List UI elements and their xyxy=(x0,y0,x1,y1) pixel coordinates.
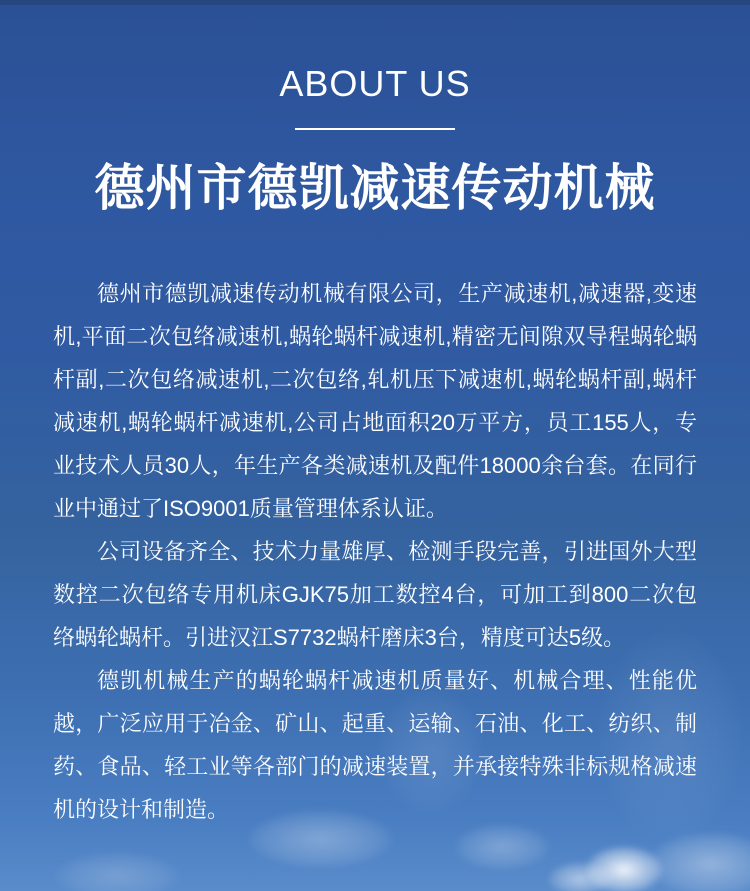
about-content xyxy=(0,272,750,831)
cloud-decoration xyxy=(548,862,612,891)
cloud-decoration xyxy=(585,846,663,891)
section-label: ABOUT US xyxy=(279,63,471,104)
page-header xyxy=(0,0,750,216)
cloud-decoration xyxy=(648,832,750,891)
about-paragraph-2: 公司设备齐全、技术力量雄厚、检测手段完善，引进国外大型数控二次包络专用机床GJK75加工数控4台，可加工到800二次包络蜗轮蜗杆。引进汉江S7732蜗杆磨床3台，精度可达5级。 xyxy=(53,539,697,650)
about-paragraph-3: 德凯机械生产的蜗轮蜗杆减速机质量好、机械合理、性能优越，广泛应用于冶金、矿山、起重、运输、石油、化工、纺织、制药、食品、轻工业等各部门的减速装置，并承接特殊非标规格减速机的设计和制造。 xyxy=(53,668,697,822)
cloud-decoration xyxy=(55,852,180,891)
about-paragraph-1: 德州市德凯减速传动机械有限公司，生产减速机,减速器,变速机,平面二次包络减速机,蜗轮蜗杆减速机,精密无间隙双导程蜗轮蜗杆副,二次包络减速机,二次包络,轧机压下减速机,蜗轮蜗杆副,蜗杆减速机,蜗轮蜗杆减速机,公司占地面积20万平方，员工155人，专业技术人员30人，年生产各类减速机及配件18000余台套。在同行业中通过了ISO9001质量管理体系认证。 xyxy=(53,281,697,521)
divider-line xyxy=(295,128,455,130)
company-title: 德州市德凯减速传动机械 xyxy=(94,160,656,216)
